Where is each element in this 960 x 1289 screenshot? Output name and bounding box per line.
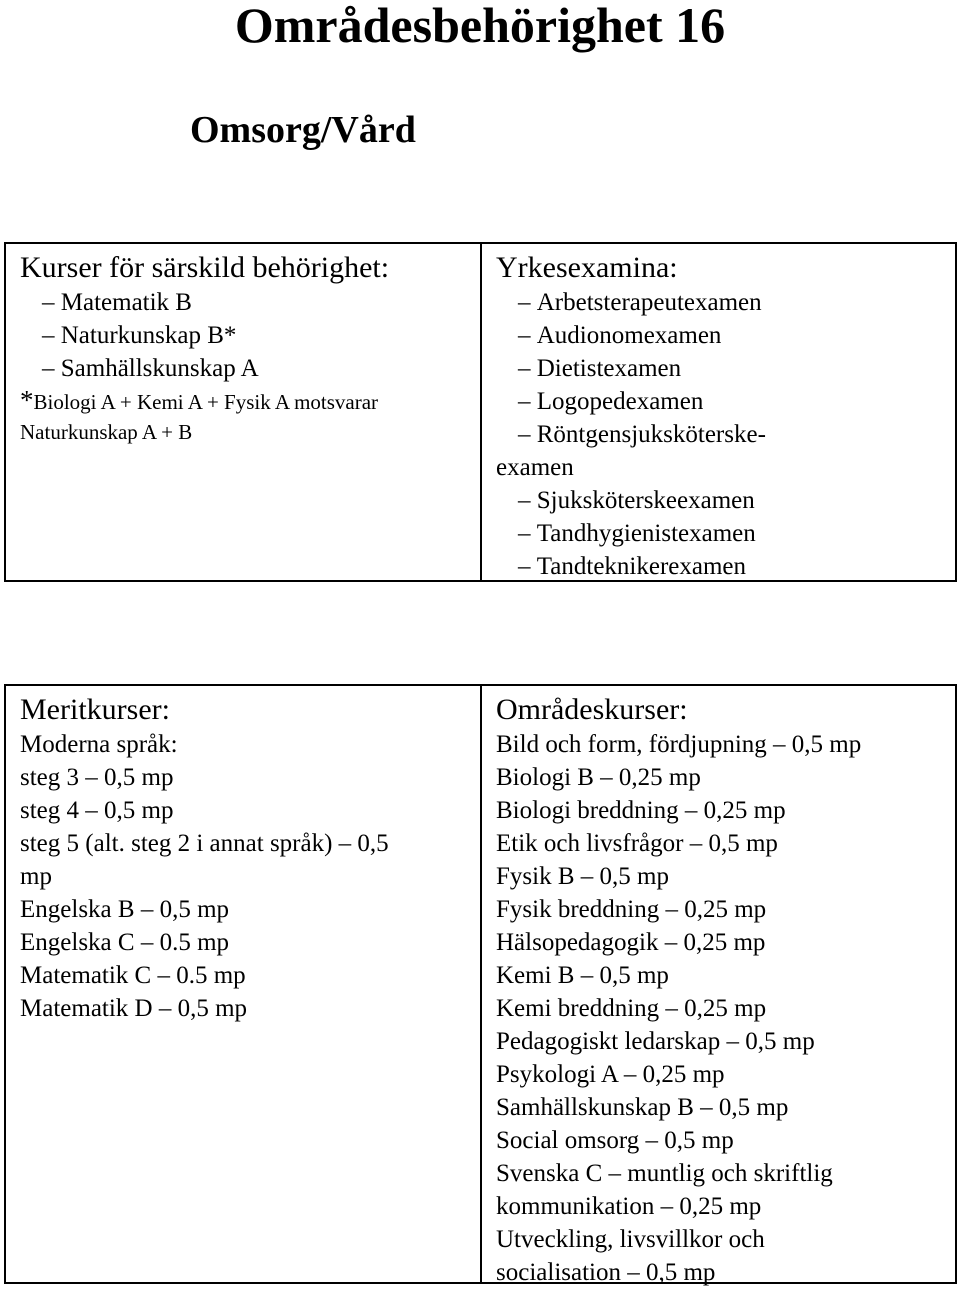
merit-line: Matematik C – 0.5 mp	[20, 962, 246, 989]
area-heading: Områdeskurser:	[496, 693, 688, 726]
special-eligibility-heading: Kurser för särskild behörighet:	[20, 251, 390, 284]
merit-line: Matematik D – 0,5 mp	[20, 995, 248, 1022]
degree-item: – Audionomexamen	[496, 319, 955, 352]
page-title: Områdesbehörighet 16	[234, 0, 726, 53]
area-line: Biologi breddning – 0,25 mp	[496, 797, 786, 824]
area-line: Utveckling, livsvillkor och	[496, 1226, 765, 1253]
merit-line: steg 4 – 0,5 mp	[20, 797, 174, 824]
degree-item: – Röntgensjuksköterske-	[496, 418, 955, 451]
area-line: Psykologi A – 0,25 mp	[496, 1061, 725, 1088]
area-line: Bild och form, fördjupning – 0,5 mp	[496, 731, 862, 758]
degree-item: – Dietistexamen	[496, 352, 955, 385]
degree-item: – Sjuksköterskeexamen	[496, 484, 955, 517]
special-course-item: – Samhällskunskap A	[20, 352, 480, 385]
area-line: Social omsorg – 0,5 mp	[496, 1127, 734, 1154]
area-line: Fysik B – 0,5 mp	[496, 863, 669, 890]
area-courses-box	[480, 684, 957, 1284]
area-line: socialisation – 0,5 mp	[496, 1259, 716, 1286]
area-line: Hälsopedagogik – 0,25 mp	[496, 929, 766, 956]
footnote-line-2: Naturkunskap A + B	[20, 420, 193, 444]
special-course-item: – Matematik B	[20, 286, 480, 319]
merit-line: Engelska B – 0,5 mp	[20, 896, 230, 923]
area-line: kommunikation – 0,25 mp	[496, 1193, 762, 1220]
footnote-star: *	[20, 385, 34, 415]
special-eligibility-box	[4, 242, 482, 582]
degree-item: – Tandhygienistexamen	[496, 517, 955, 550]
merit-line: mp	[20, 863, 52, 890]
degrees-heading: Yrkesexamina:	[496, 251, 678, 284]
merit-line: steg 5 (alt. steg 2 i annat språk) – 0,5	[20, 830, 389, 857]
area-line: Kemi B – 0,5 mp	[496, 962, 669, 989]
merit-line: Engelska C – 0.5 mp	[20, 929, 230, 956]
merit-heading: Meritkurser:	[20, 693, 170, 726]
area-line: Pedagogiskt ledarskap – 0,5 mp	[496, 1028, 815, 1055]
area-line: Svenska C – muntlig och skriftlig	[496, 1160, 833, 1187]
special-course-item: – Naturkunskap B*	[20, 319, 480, 352]
degree-item: – Tandteknikerexamen	[496, 550, 955, 583]
degrees-box	[480, 242, 957, 582]
merit-courses-box	[4, 684, 482, 1284]
footnote-line-1: Biologi A + Kemi A + Fysik A motsvarar	[33, 390, 379, 414]
degree-item-continuation: examen	[496, 454, 574, 481]
area-line: Etik och livsfrågor – 0,5 mp	[496, 830, 778, 857]
area-line: Kemi breddning – 0,25 mp	[496, 995, 767, 1022]
merit-line: steg 3 – 0,5 mp	[20, 764, 174, 791]
area-line: Samhällskunskap B – 0,5 mp	[496, 1094, 789, 1121]
area-line: Biologi B – 0,25 mp	[496, 764, 701, 791]
footnote	[20, 385, 480, 417]
merit-line: Moderna språk:	[20, 731, 178, 758]
degree-item: – Logopedexamen	[496, 385, 955, 418]
page-subtitle: Omsorg/Vård	[190, 109, 416, 151]
area-line: Fysik breddning – 0,25 mp	[496, 896, 767, 923]
degree-item: – Arbetsterapeutexamen	[496, 286, 955, 319]
